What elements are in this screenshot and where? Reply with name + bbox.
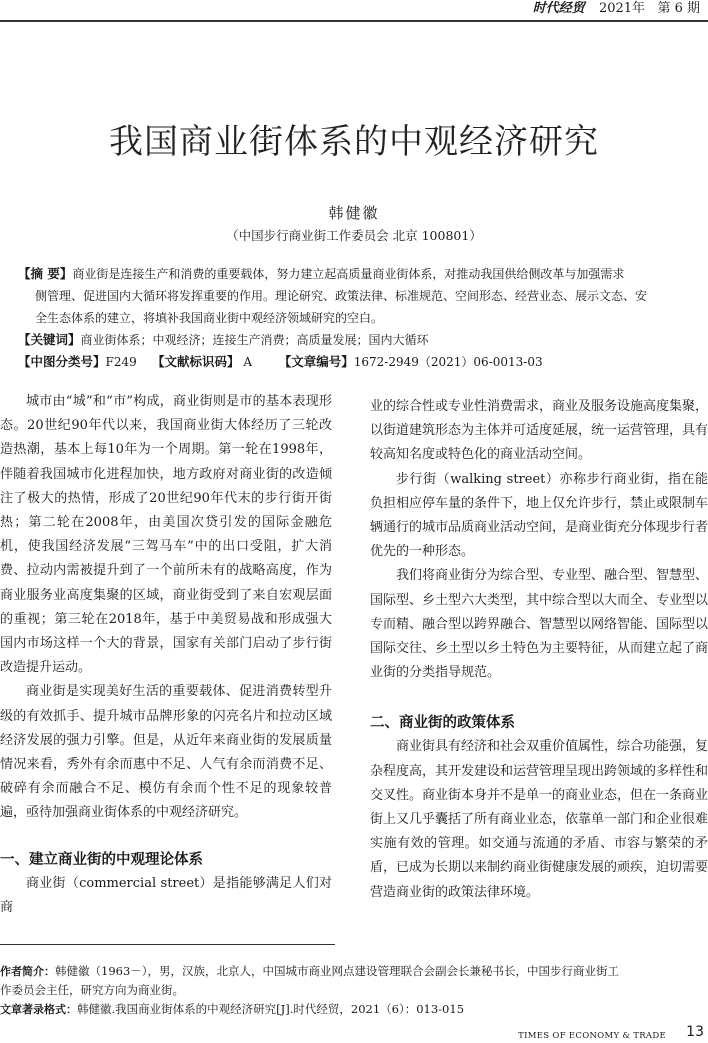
body-paragraph: 业的综合性或专业性消费需求，商业及服务设施高度集聚，以街道建筑形态为主体并可适度延展，统一运营管理，具有较高知名度或特色化的商业活动空间。 <box>370 399 708 463</box>
journal-name: 时代经贸 <box>532 1 585 16</box>
bio-label: 作者简介： <box>0 965 55 978</box>
abstract-line-2: 侧管理、促进国内大循环将发挥重要的作用。理论研究、政策法律、标准规范、空间形态、经营业态、展示文态、安 <box>35 289 648 303</box>
doc-code-label: 【文献标识码】 <box>152 354 240 369</box>
body-paragraph: 商业街具有经济和社会双重价值属性，综合功能强，复杂程度高，其开发建设和运营管理呈现出跨领域的多样性和交叉性。商业街本身并不是单一的商业业态，但在一条商业街上又几乎囊括了所有商业业态，依靠单一部门和企业很难实施有效的管理。如交通与流通的矛盾、市容与繁荣的矛盾，已成为长期以来制约商业街健康发展的顽疾，迫切需要营造商业街的政策法律环境。 <box>370 739 708 900</box>
header-issue: 第 6 期 <box>657 1 700 16</box>
bio-text: 韩健徽（1963－），男，汉族，北京人，中国城市商业网点建设管理联合会副会长兼秘书长，中国步行商业街工 <box>55 964 620 978</box>
page-number: 13 <box>686 1024 704 1040</box>
abstract-block <box>18 263 698 373</box>
article-number-label: 【文章编号】 <box>278 354 354 369</box>
author-bio-cont: 作委员会主任，研究方向为商业街。 <box>0 983 184 997</box>
body-right-column <box>370 395 708 905</box>
keywords-label: 【关键词】 <box>18 332 81 347</box>
body-paragraph: 步行街（walking street）亦称步行商业街，指在能负担相应停车量的条件下，地上仅允许步行，禁止或限制车辆通行的城市品质商业活动空间，是商业街充分体现步行者优先的一种形态。 <box>370 471 708 560</box>
abstract-line-1 <box>18 263 698 285</box>
doc-code-value: A <box>243 355 253 369</box>
author-affiliation: （中国步行商业街工作委员会 北京 100801） <box>226 228 482 243</box>
classification-line <box>18 351 698 373</box>
article-number-value: 1672-2949（2021）06-0013-03 <box>353 355 543 369</box>
body-paragraph: 商业街（commercial street）是指能够满足人们对商 <box>0 875 332 915</box>
footer-journal-name: TIMES OF ECONOMY & TRADE <box>518 1031 666 1041</box>
body-paragraph: 城市由“城”和“市”构成，商业街则是市的基本表现形态。20世纪90年代以来，我国商业街大体经历了三轮改造热潮，基本上每10年为一个周期。第一轮在1998年，伴随着我国城市化进程加快，地方政府对商业街的改造倾注了极大的热情，形成了20世纪90年代末的步行街开街热；第二轮在2008年，由美国次贷引发的国际金融危机，使我国经济发展“三驾马车”中的出口受阻，扩大消费、拉动内需被提升到了一个前所未有的战略高度，作为商业服务业高度集聚的区域，商业街受到了来自宏观层面的重视；第三轮在2018年，基于中美贸易战和形成强大国内市场这样一个大的背景，国家有关部门启动了步行街改造提升运动。 <box>0 394 332 676</box>
abstract-text-1: 商业街是连接生产和消费的重要载体，努力建立起高质量商业街体系，对推动我国供给侧改革与加强需求 <box>72 267 625 281</box>
header-year: 2021年 <box>598 1 646 16</box>
footnote-rule <box>0 944 335 945</box>
section-heading: 二、商业街的政策体系 <box>370 715 515 732</box>
header-issue-info <box>533 0 700 18</box>
abstract-label: 【摘 要】 <box>18 266 73 281</box>
citation-text: 韩健徽.我国商业街体系的中观经济研究[J].时代经贸，2021（6）：013-015 <box>77 1002 465 1016</box>
clc-label: 【中图分类号】 <box>18 354 106 369</box>
abstract-line-3: 全生态体系的建立，将填补我国商业街中观经济领域研究的空白。 <box>35 311 384 325</box>
citation-label: 文章著录格式： <box>0 1003 77 1016</box>
header-rule <box>0 20 708 22</box>
article-title: 我国商业街体系的中观经济研究 <box>109 122 599 162</box>
running-header <box>0 0 708 24</box>
body-paragraph: 商业街是实现美好生活的重要载体、促进消费转型升级的有效抓手、提升城市品牌形象的闪亮名片和拉动区域经济发展的强力引擎。但是，从近年来商业街的发展质量情况来看，秀外有余而惠中不足、人气有余而消费不足、破碎有余而融合不足、模仿有余而个性不足的现象较普遍，亟待加强商业街体系的中观经济研究。 <box>0 684 332 821</box>
keywords-line <box>18 329 698 351</box>
citation <box>0 1000 700 1019</box>
keywords-text: 商业街体系；中观经济；连接生产消费；高质量发展；国内大循环 <box>80 333 429 347</box>
author-name: 韩健徽 <box>328 204 380 222</box>
footnote <box>0 962 700 1019</box>
clc-value: F249 <box>105 355 137 369</box>
body-left-column <box>0 390 332 920</box>
author-bio <box>0 962 700 981</box>
section-heading: 一、建立商业街的中观理论体系 <box>0 851 203 868</box>
body-paragraph: 我们将商业街分为综合型、专业型、融合型、智慧型、国际型、乡土型六大类型，其中综合型以大而全、专业型以专而精、融合型以跨界融合、智慧型以网络智能、国际型以国际交往、乡土型以乡土特色为主要特征，从而建立起了商业街的分类指导规范。 <box>370 568 708 681</box>
